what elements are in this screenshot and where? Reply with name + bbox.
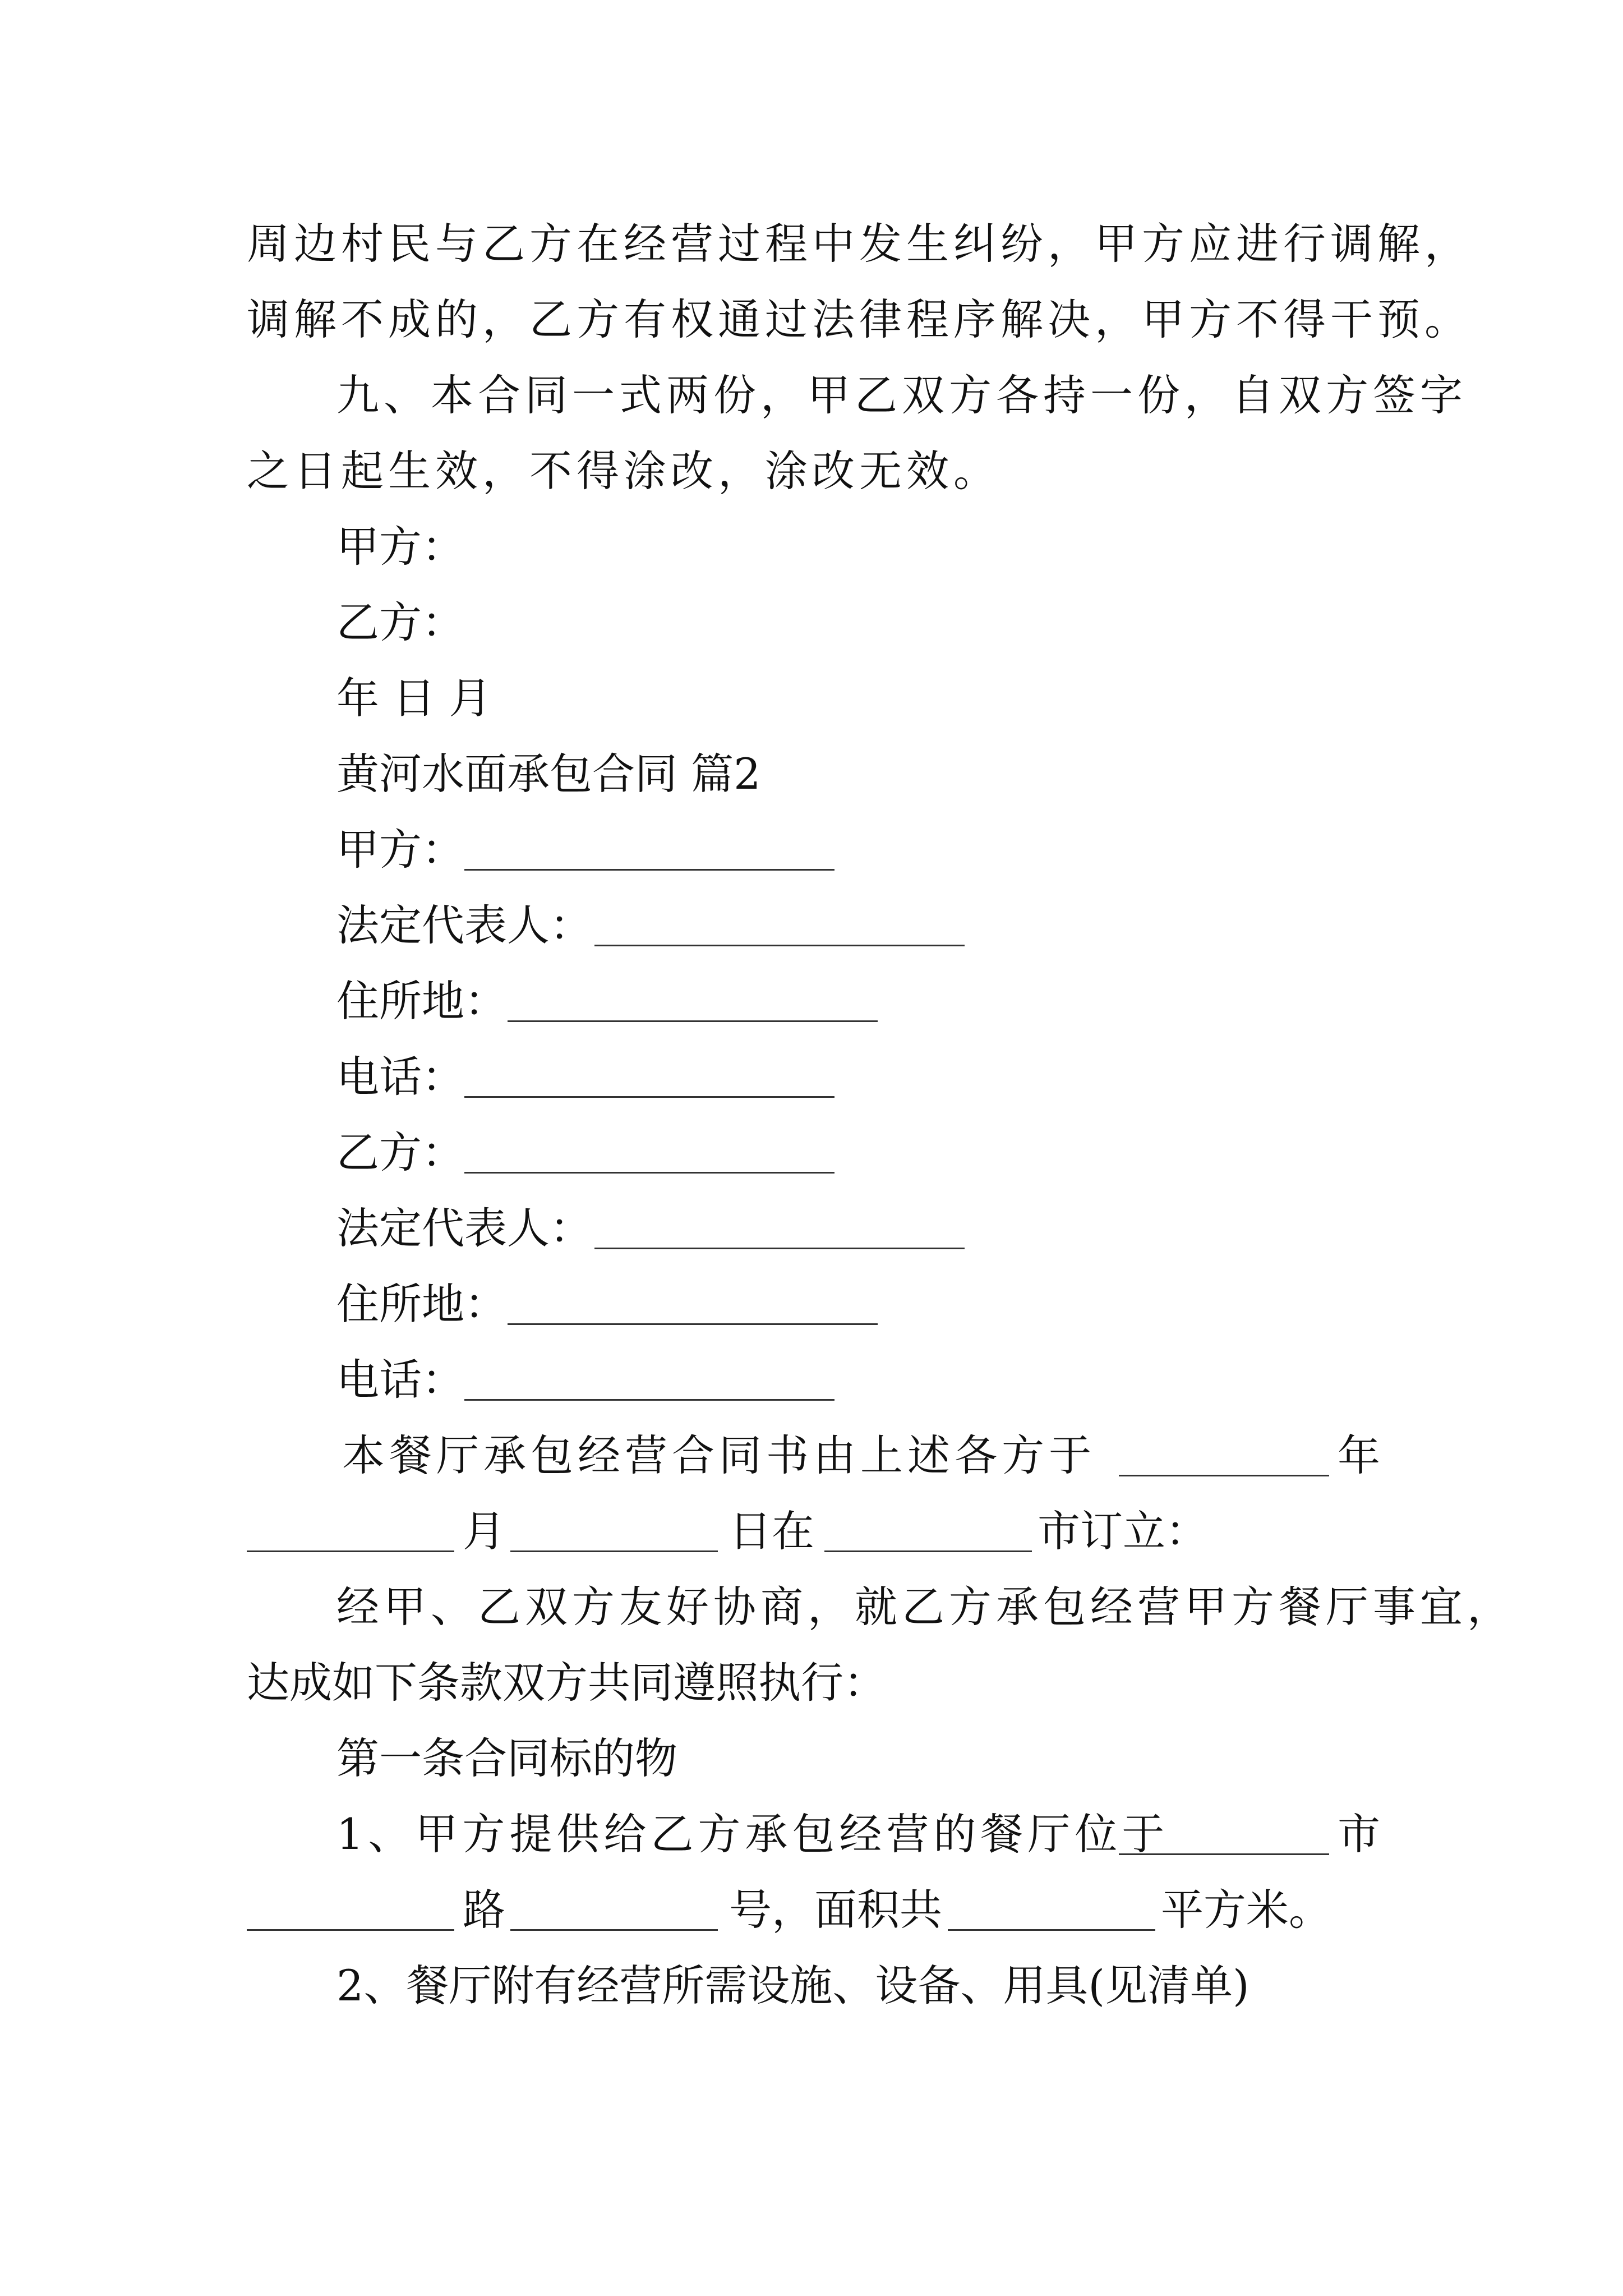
area-label: 号，面积共 — [729, 1885, 942, 1935]
field-label: 电话： — [336, 1355, 464, 1405]
year-blank[interactable] — [1119, 1475, 1329, 1476]
field-label: 法定代表人： — [336, 900, 592, 950]
month-blank[interactable] — [247, 1550, 454, 1552]
city-label: 市 — [1338, 1809, 1385, 1859]
field-label: 乙方： — [336, 1128, 464, 1177]
paragraph-line — [0, 1498, 1623, 1565]
date-line — [0, 665, 1623, 732]
party-a-blank[interactable] — [464, 869, 834, 871]
paragraph-line — [0, 286, 1623, 353]
phone-b-blank[interactable] — [464, 1399, 834, 1401]
field-label: 甲方： — [336, 825, 464, 875]
year-label: 年 — [1338, 1430, 1385, 1480]
paragraph-line — [0, 1649, 1623, 1717]
field-phone-a — [0, 1043, 1623, 1111]
road-blank[interactable] — [247, 1929, 454, 1931]
paragraph-line — [0, 1801, 1623, 1868]
article-1-title: 第一条合同标的物 — [336, 1733, 677, 1783]
item-1-text: 1、甲方提供给乙方承包经营的餐厅位于 — [336, 1809, 1169, 1859]
text-line: 调解不成的，乙方有权通过法律程序解决，甲方不得干预。 — [247, 295, 1472, 344]
clause-9-line: 九、本合同一式两份，甲乙双方各持一份，自双方签字 — [336, 370, 1467, 420]
month-label: 月 — [463, 1506, 505, 1556]
number-blank[interactable] — [510, 1929, 718, 1931]
item-2-text: 2、餐厅附有经营所需设施、设备、用具(见清单) — [336, 1961, 1249, 2010]
section-title — [0, 740, 1623, 808]
road-label: 路 — [463, 1885, 505, 1935]
signature-line-party-b — [0, 589, 1623, 656]
field-label: 住所地： — [336, 976, 507, 1026]
article-heading — [0, 1725, 1623, 1792]
legal-representative-a-blank[interactable] — [594, 945, 965, 946]
address-b-blank[interactable] — [508, 1323, 878, 1325]
party-a-label: 甲方： — [336, 522, 464, 572]
paragraph-line — [0, 210, 1623, 278]
text-line: 本餐厅承包经营合同书由上述各方于 — [342, 1430, 1096, 1480]
location-city-blank[interactable] — [1119, 1853, 1329, 1855]
paragraph-line — [0, 1876, 1623, 1944]
phone-a-blank[interactable] — [464, 1096, 834, 1098]
field-address-b — [0, 1271, 1623, 1338]
city-blank[interactable] — [824, 1550, 1032, 1552]
field-legal-representative-a — [0, 892, 1623, 959]
text-line: 周边村民与乙方在经营过程中发生纠纷，甲方应进行调解， — [247, 219, 1472, 269]
field-label: 法定代表人： — [336, 1203, 592, 1253]
signing-place-label: 市订立： — [1038, 1506, 1208, 1556]
field-phone-b — [0, 1346, 1623, 1414]
party-b-label: 乙方： — [336, 597, 464, 647]
paragraph-line — [0, 362, 1623, 429]
legal-representative-b-blank[interactable] — [594, 1248, 965, 1249]
date-label: 年 日 月 — [336, 673, 492, 723]
area-blank[interactable] — [948, 1929, 1155, 1931]
contract-title: 黄河水面承包合同 篇2 — [336, 749, 761, 799]
field-label: 住所地： — [336, 1279, 507, 1329]
text-line: 经甲、乙双方友好协商，就乙方承包经营甲方餐厅事宜， — [336, 1582, 1514, 1632]
paragraph-line — [0, 1573, 1623, 1641]
paragraph-line — [0, 1952, 1623, 2019]
text-line: 达成如下条款双方共同遵照执行： — [247, 1658, 886, 1708]
field-address-a — [0, 968, 1623, 1035]
party-b-blank[interactable] — [464, 1172, 834, 1174]
field-label: 电话： — [336, 1052, 464, 1102]
paragraph-line — [0, 1422, 1623, 1489]
paragraph-line — [0, 438, 1623, 505]
square-meter-label: 平方米。 — [1161, 1885, 1331, 1935]
field-party-a — [0, 816, 1623, 884]
text-line: 之日起生效，不得涂改，涂改无效。 — [247, 446, 1000, 496]
signature-line-party-a — [0, 513, 1623, 581]
field-legal-representative-b — [0, 1195, 1623, 1262]
day-label: 日在 — [729, 1506, 814, 1556]
day-blank[interactable] — [510, 1550, 718, 1552]
address-a-blank[interactable] — [508, 1020, 878, 1022]
field-party-b — [0, 1119, 1623, 1186]
